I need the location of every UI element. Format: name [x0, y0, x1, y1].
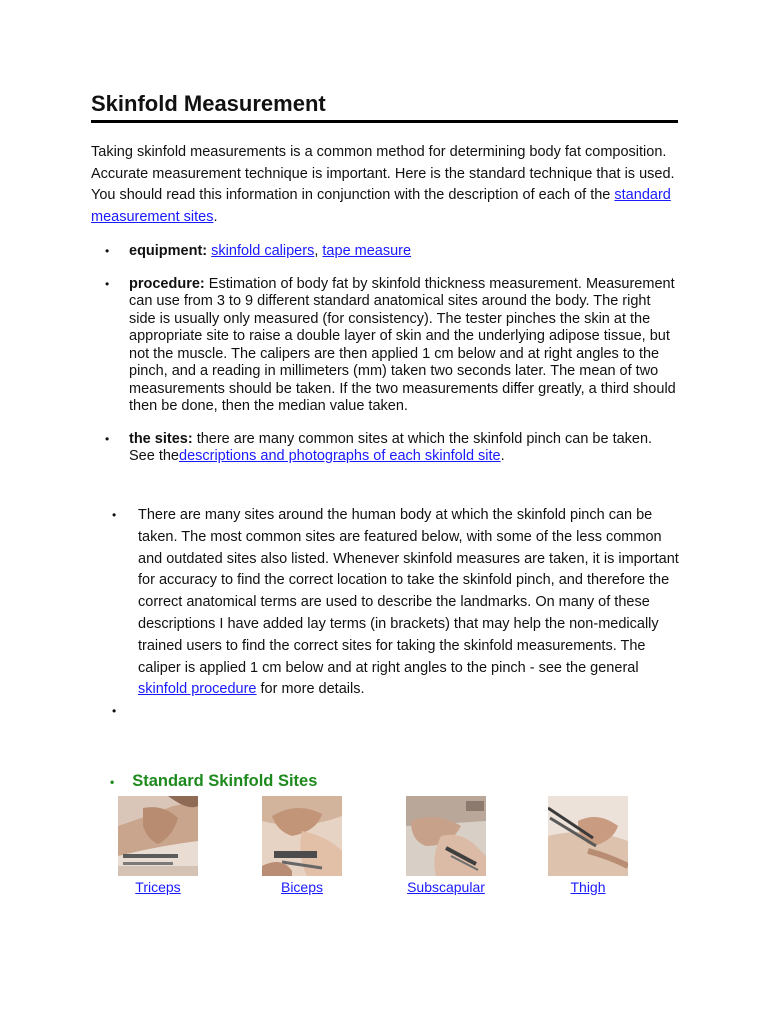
subscapular-photo[interactable]: [406, 796, 486, 876]
site-descriptions-link[interactable]: descriptions and photographs of each skinfold site: [179, 448, 501, 464]
sites-label: the sites:: [129, 430, 193, 447]
biceps-photo[interactable]: [262, 796, 342, 876]
standard-sites-title: Standard Skinfold Sites: [132, 772, 318, 790]
standard-sites-heading: [110, 771, 317, 792]
sites-tail: .: [500, 448, 505, 464]
skinfold-procedure-link[interactable]: skinfold procedure: [138, 681, 257, 698]
sites-text: there are many common sites at which the skinfold pinch can be taken. See the: [129, 430, 653, 464]
equipment-separator: ,: [314, 243, 323, 259]
sites-sublist: [110, 505, 688, 723]
skinfold-calipers-link[interactable]: skinfold calipers: [211, 243, 315, 259]
bullet: •: [105, 276, 110, 291]
triceps-photo[interactable]: [118, 796, 198, 876]
list-item-procedure: [91, 276, 679, 416]
page-title: Skinfold Measurement: [91, 90, 678, 123]
bullet: •: [112, 508, 117, 522]
list-item-sites: [91, 431, 679, 466]
document-page: [91, 90, 679, 466]
bullet: •: [105, 244, 110, 258]
intro-paragraph: [91, 142, 679, 228]
thigh-photo[interactable]: [548, 796, 628, 876]
biceps-link[interactable]: Biceps: [280, 879, 324, 895]
bullet: •: [112, 704, 117, 719]
info-list: [91, 243, 679, 466]
tape-measure-link[interactable]: tape measure: [322, 243, 412, 259]
sites-detail-text: There are many sites around the human body at which the skinfold pinch can be taken. The most common sites are featured below, with some of the less common and outdated sites also listed. Whenever skinfold measures are taken, it is important for accuracy to find the correct location to take the skinfold pinch, and therefore the correct anatomical terms are used to describe the landmarks. On many of these descriptions I have added lay terms (in brackets) that may help the non-medically trained users to find the correct sites for taking the skinfold measurements. The caliper is applied 1 cm below and at right angles to the pinch - see the general: [138, 507, 679, 676]
subscapular-link[interactable]: Subscapular: [407, 879, 485, 895]
sites-detail-tail: for more details.: [256, 681, 365, 698]
triceps-link[interactable]: Triceps: [135, 879, 181, 895]
bullet: •: [110, 774, 115, 789]
bullet: •: [105, 431, 110, 446]
list-item-equipment: [91, 243, 679, 261]
list-item-sites-detail: [110, 505, 688, 701]
list-item-empty: [110, 701, 688, 723]
equipment-label: equipment:: [129, 243, 208, 259]
thigh-link[interactable]: Thigh: [570, 879, 606, 895]
intro-text: Taking skinfold measurements is a common method for determining body fat composition. Accurate measurement technique is important. Here is the standard technique that is used. You should read this information in conjunction with the description of each of the: [91, 144, 675, 203]
standard-sites-link[interactable]: standard measurement sites: [91, 187, 671, 225]
intro-tail: .: [213, 208, 218, 225]
procedure-text: Estimation of body fat by skinfold thickness measurement. Measurement can use from 3 to 9 different standard anatomical sites around the body. The right side is usually only measured (for consistency). The tester pinches the skin at the appropriate site to raise a double layer of skin and the underlying adipose tissue, but not the muscle. The calipers are then applied 1 cm below and at right angles to the pinch, and a reading in millimeters (mm) taken two seconds later. The mean of two measurements should be taken. If the two measurements differ greatly, a third should then be done, then the median value taken.: [129, 275, 676, 414]
procedure-label: procedure:: [129, 275, 205, 292]
